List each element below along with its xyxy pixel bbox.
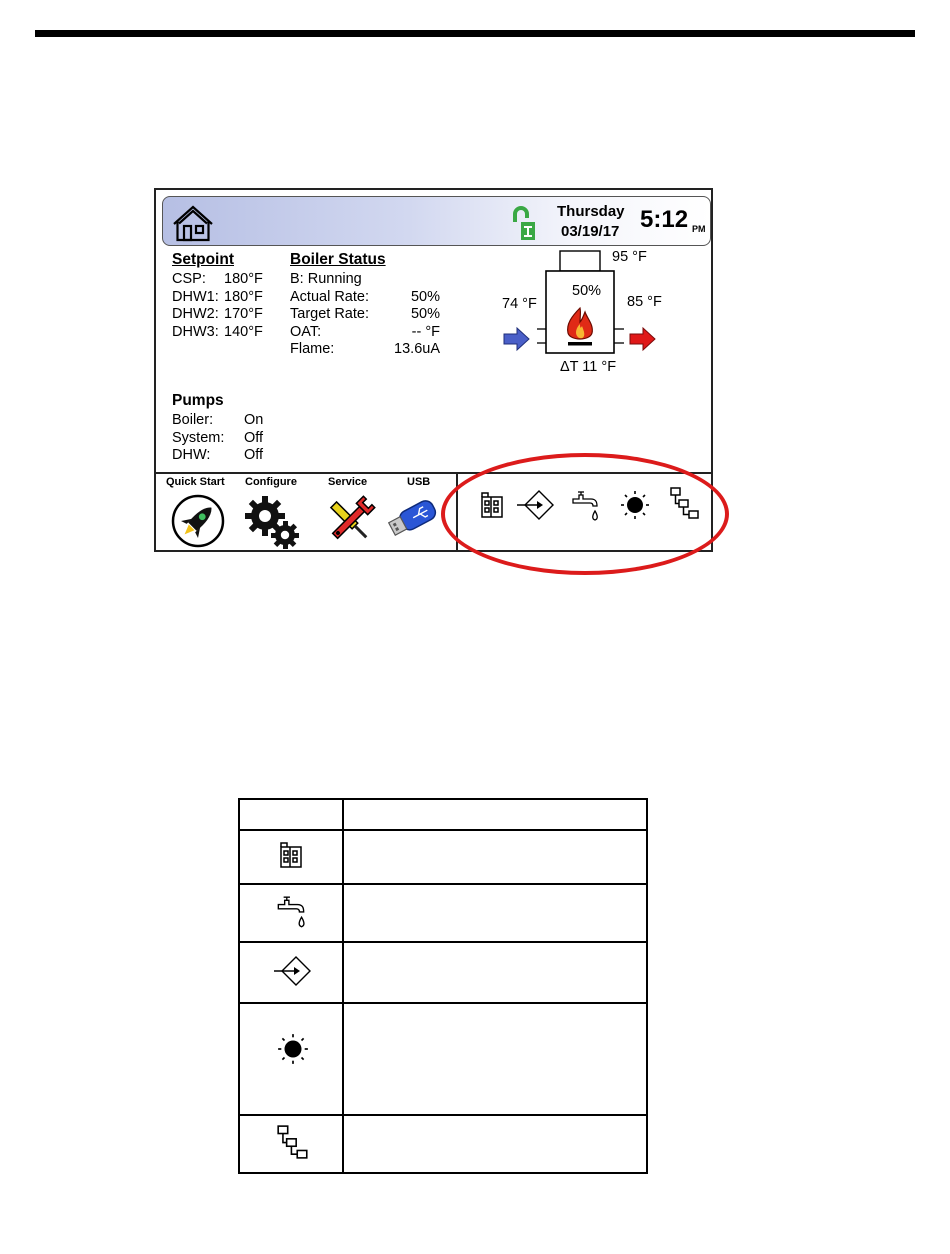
pump-label-boiler: Boiler: bbox=[172, 412, 214, 428]
setpoint-values bbox=[224, 271, 263, 341]
inlet-arrow bbox=[504, 328, 529, 350]
inlet-temp: 74 °F bbox=[502, 296, 537, 312]
icon-legend-table bbox=[238, 798, 648, 1174]
quick-start-label: Quick Start bbox=[166, 476, 225, 488]
table-row-divider bbox=[240, 883, 646, 885]
service-label: Service bbox=[328, 476, 368, 488]
table-row-divider bbox=[240, 829, 646, 831]
outlet-arrow bbox=[630, 328, 655, 350]
firing-rate: 50% bbox=[572, 283, 602, 299]
building-icon bbox=[278, 840, 304, 870]
setpoint-label-dhw3: DHW3: bbox=[172, 323, 219, 340]
boiler-status-values bbox=[380, 289, 440, 359]
usb-label: USB bbox=[407, 476, 431, 488]
date-label: 03/19/17 bbox=[561, 223, 620, 240]
boiler-value-actual-rate: 50% bbox=[410, 288, 440, 305]
setpoint-value-dhw1: 180°F bbox=[224, 288, 263, 305]
day-label: Thursday bbox=[557, 203, 625, 220]
rocket-icon[interactable] bbox=[170, 493, 226, 549]
setpoint-title: Setpoint bbox=[172, 251, 234, 268]
delta-t: ΔT 11 °F bbox=[560, 359, 617, 375]
table-column-divider bbox=[342, 800, 344, 1172]
pump-label-dhw: DHW: bbox=[172, 447, 211, 463]
diamond-arrow-icon bbox=[272, 955, 312, 987]
pump-value-system: Off bbox=[244, 429, 264, 446]
pumps-title: Pumps bbox=[172, 392, 224, 409]
sun-icon bbox=[276, 1032, 310, 1066]
network-icon bbox=[276, 1124, 310, 1160]
gears-icon[interactable] bbox=[244, 495, 302, 551]
table-row-divider bbox=[240, 1114, 646, 1116]
boiler-value-flame: 13.6uA bbox=[394, 341, 440, 357]
table-row-divider bbox=[240, 1002, 646, 1004]
pump-value-dhw: Off bbox=[244, 447, 264, 463]
boiler-label-oat: OAT: bbox=[290, 323, 322, 340]
setpoint-value-dhw3: 140°F bbox=[224, 323, 263, 340]
boiler-state: B: Running bbox=[290, 271, 362, 287]
boiler-value-target-rate: 50% bbox=[410, 306, 440, 322]
configure-label: Configure bbox=[245, 476, 297, 488]
setpoint-label-dhw2: DHW2: bbox=[172, 306, 219, 322]
boiler-label-actual-rate: Actual Rate: bbox=[290, 288, 369, 305]
boiler-status-title: Boiler Status bbox=[290, 251, 386, 268]
boiler-value-oat: -- °F bbox=[411, 323, 440, 340]
outlet-temp: 85 °F bbox=[627, 294, 662, 310]
boiler-status-labels bbox=[290, 289, 369, 359]
header-bar bbox=[162, 196, 711, 246]
boiler-label-target-rate: Target Rate: bbox=[290, 306, 369, 322]
boiler-diagram bbox=[494, 248, 674, 378]
highlight-circle bbox=[441, 453, 729, 575]
pumps-labels bbox=[172, 412, 224, 465]
pump-label-system: System: bbox=[172, 429, 225, 446]
time-label: 5:12 bbox=[640, 206, 689, 233]
boiler-label-flame: Flame: bbox=[290, 341, 335, 357]
setpoint-label-csp: CSP: bbox=[172, 271, 206, 287]
flue-temp: 95 °F bbox=[612, 249, 647, 265]
faucet-icon bbox=[274, 894, 308, 932]
pumps-values bbox=[244, 412, 263, 465]
lock-icon[interactable] bbox=[511, 205, 537, 241]
setpoint-labels bbox=[172, 271, 219, 341]
home-icon[interactable] bbox=[171, 203, 215, 243]
top-rule bbox=[35, 30, 915, 37]
usb-drive-icon[interactable] bbox=[388, 497, 442, 541]
setpoint-value-dhw2: 170°F bbox=[224, 306, 263, 322]
setpoint-value-csp: 180°F bbox=[224, 271, 263, 287]
wrench-screwdriver-icon[interactable] bbox=[320, 492, 380, 550]
ampm-label: PM bbox=[692, 224, 706, 234]
pump-value-boiler: On bbox=[244, 412, 264, 428]
table-row-divider bbox=[240, 941, 646, 943]
setpoint-label-dhw1: DHW1: bbox=[172, 288, 219, 305]
